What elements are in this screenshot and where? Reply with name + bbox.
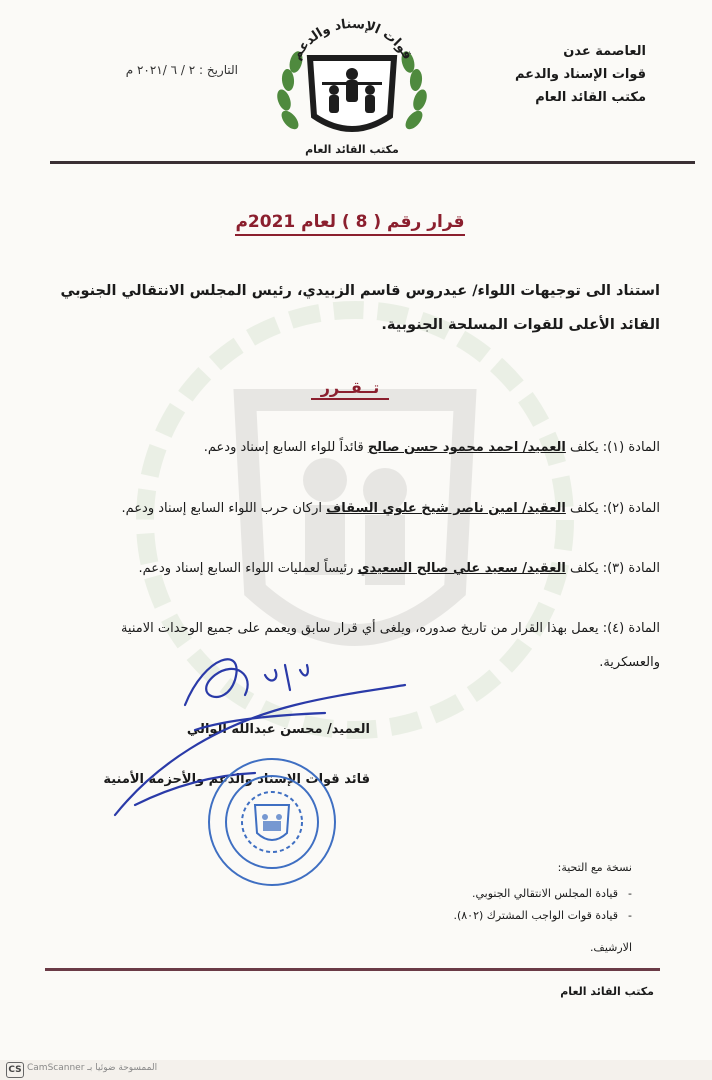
copies-list	[372, 855, 632, 961]
article-3-name: العقيد/ سعيد علي صالح السعيدي	[357, 561, 566, 576]
article-1	[40, 440, 660, 455]
decides-heading	[250, 378, 450, 397]
header-divider	[50, 161, 695, 164]
header-office: مكتب القائد العام	[535, 90, 646, 105]
preamble-line-2: القائد الأعلى للقوات المسلحة الجنوبية.	[381, 317, 660, 333]
article-3-prefix: المادة (٣): يكلف	[565, 561, 660, 576]
copies-archive: الارشيف.	[589, 941, 632, 954]
decides-heading-text: تــقــرر	[311, 378, 390, 400]
article-4-line-2: والعسكرية.	[599, 655, 660, 670]
article-2	[40, 501, 660, 516]
organization-logo	[262, 10, 442, 158]
article-2-prefix: المادة (٢): يكلف	[565, 501, 660, 516]
article-1-role: قائداً للواء السابع إسناد ودعم.	[203, 440, 368, 455]
article-4-line-1: المادة (٤): يعمل بهذا القرار من تاريخ صدوره، ويلغى أي قرار سابق ويعمم على جميع الوحدات الامنية	[120, 621, 660, 636]
copies-item-1: -قيادة المجلس الانتقالي الجنوبي.	[472, 887, 632, 900]
header-organization-block	[426, 40, 646, 109]
header-city: العاصمة عدن	[563, 44, 646, 59]
decision-title-text: قرار رقم ( 8 ) لعام 2021م	[235, 212, 464, 236]
preamble	[40, 274, 660, 342]
footer-office-label: مكتب القائد العام	[560, 985, 654, 998]
copies-heading: نسخة مع التحية:	[557, 861, 632, 874]
camscanner-icon: CS	[6, 1062, 24, 1078]
preamble-line-1: استناد الى توجيهات اللواء/ عيدروس قاسم الزبيدي، رئيس المجلس الانتقالي الجنوبي	[60, 283, 660, 299]
article-2-name: العقيد/ امين ناصر شيخ علوي السقاف	[326, 501, 566, 516]
article-2-role: اركان حرب اللواء السابع إسناد ودعم.	[121, 501, 327, 516]
signatory-name: العميد/ محسن عبدالله الوالي	[186, 722, 370, 737]
scanner-watermark-bar	[0, 1060, 712, 1080]
laurel-emblem-icon	[262, 10, 442, 158]
copies-item-2: -قيادة قوات الواجب المشترك (٨٠٢).	[453, 909, 632, 922]
article-3	[40, 561, 660, 576]
header-date: التاريخ : ٢ / ٦ /٢٠٢١ م	[125, 63, 238, 77]
logo-bottom-text: مكتب القائد العام	[305, 143, 399, 156]
article-1-prefix: المادة (١): يكلف	[565, 440, 660, 455]
official-seal-icon	[205, 755, 340, 890]
signatory-title: قائد قوات الإسناد والدعم والأحزمة الأمنية	[103, 772, 370, 787]
logo-arc-text: قوات الإسناد والدعم	[289, 16, 415, 63]
camscanner-text: CamScanner الممسوحة ضوئيا بـ	[27, 1063, 158, 1073]
footer-divider	[45, 968, 660, 971]
article-3-role: رئيساً لعمليات اللواء السابع إسناد ودعم.	[138, 561, 358, 576]
header-forces: قوات الإسناد والدعم	[514, 67, 646, 82]
decision-title	[150, 212, 550, 232]
article-1-name: العميد/ احمد محمود حسن صالح	[367, 440, 566, 455]
